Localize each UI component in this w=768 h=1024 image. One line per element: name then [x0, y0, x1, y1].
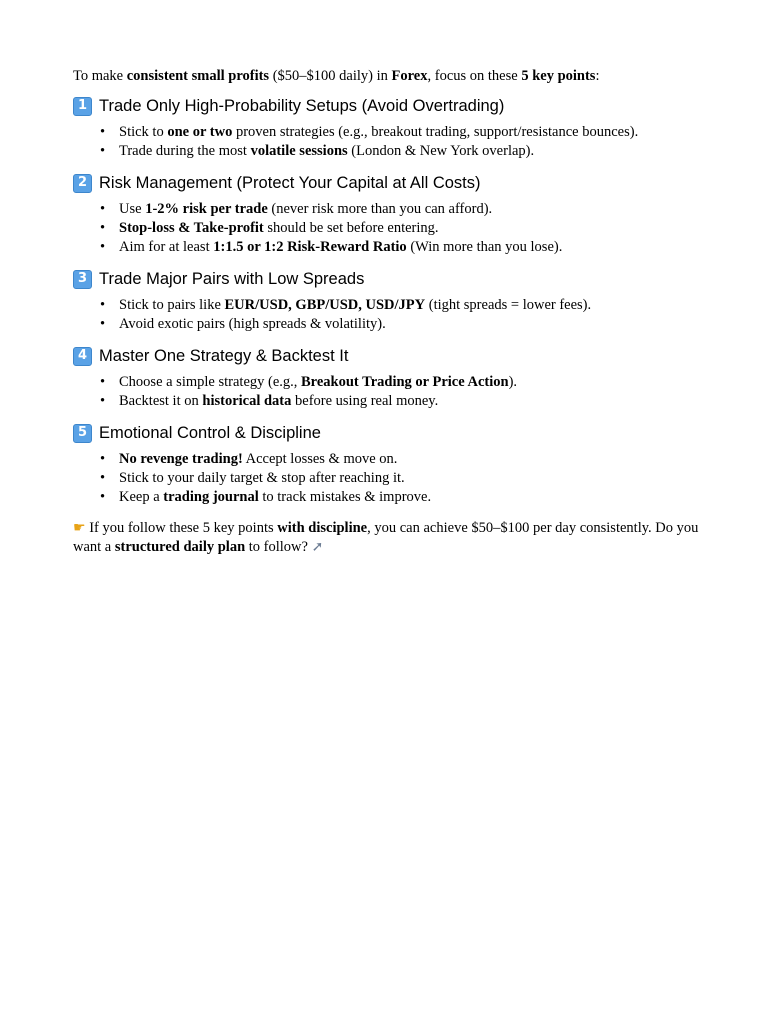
section-title: Master One Strategy & Backtest It: [99, 347, 349, 365]
list-item: • Stick to pairs like EUR/USD, GBP/USD, USD/JPY (tight spreads = lower fees).: [73, 296, 713, 315]
closing-paragraph: ☛ If you follow these 5 key points with discipline, you can achieve $50–$100 per day consistently. Do you want a structured daily plan to follow? ➚: [73, 520, 699, 555]
list-item: • Avoid exotic pairs (high spreads & volatility).: [73, 315, 713, 334]
section-heading: [73, 173, 713, 193]
intro-paragraph: [73, 67, 713, 86]
keycap-number-icon: 3: [73, 270, 92, 289]
keycap-number-icon: 1: [73, 97, 92, 116]
section-title: Trade Only High-Probability Setups (Avoid Overtrading): [99, 97, 505, 115]
pointing-hand-icon: ☛: [73, 520, 86, 536]
section-title: Emotional Control & Discipline: [99, 424, 321, 442]
intro-text: , focus on these: [427, 68, 522, 84]
intro-text: To make: [73, 68, 127, 84]
intro-bold: consistent small profits: [126, 68, 270, 84]
section-3: [73, 269, 713, 334]
keycap-number-icon: 2: [73, 174, 92, 193]
intro-text: :: [595, 68, 600, 84]
section-1: [73, 96, 713, 161]
section-title: Risk Management (Protect Your Capital at All Costs): [99, 174, 481, 192]
intro-bold: 5 key points: [521, 68, 596, 84]
section-heading: [73, 96, 713, 116]
list-item: • Stick to your daily target & stop after reaching it.: [73, 469, 713, 488]
section-4: [73, 346, 713, 411]
list-item: • Trade during the most volatile sessions (London & New York overlap).: [73, 142, 713, 161]
bullet-list: [73, 200, 713, 257]
section-heading: [73, 346, 713, 366]
intro-text: ($50–$100 daily) in: [269, 68, 392, 84]
list-item: • Use 1-2% risk per trade (never risk more than you can afford).: [73, 200, 713, 219]
list-item: • Keep a trading journal to track mistakes & improve.: [73, 488, 713, 507]
section-title: Trade Major Pairs with Low Spreads: [99, 270, 365, 288]
list-item: • Stick to one or two proven strategies (e.g., breakout trading, support/resistance bounces).: [73, 123, 713, 142]
list-item: • Stop-loss & Take-profit should be set before entering.: [73, 219, 713, 238]
intro-bold: Forex: [391, 68, 428, 84]
list-item: • Backtest it on historical data before using real money.: [73, 392, 713, 411]
list-item: • Aim for at least 1:1.5 or 1:2 Risk-Reward Ratio (Win more than you lose).: [73, 238, 713, 257]
bullet-list: [73, 450, 713, 507]
bullet-list: [73, 123, 713, 161]
list-item: • Choose a simple strategy (e.g., Breakout Trading or Price Action).: [73, 373, 713, 392]
bullet-list: [73, 373, 713, 411]
rocket-icon: ➚: [311, 539, 324, 555]
section-heading: [73, 269, 713, 289]
keycap-number-icon: 5: [73, 424, 92, 443]
bullet-list: [73, 296, 713, 334]
list-item: • No revenge trading! Accept losses & move on.: [73, 450, 713, 469]
section-2: [73, 173, 713, 257]
section-heading: [73, 423, 713, 443]
section-5: [73, 423, 713, 507]
keycap-number-icon: 4: [73, 347, 92, 366]
